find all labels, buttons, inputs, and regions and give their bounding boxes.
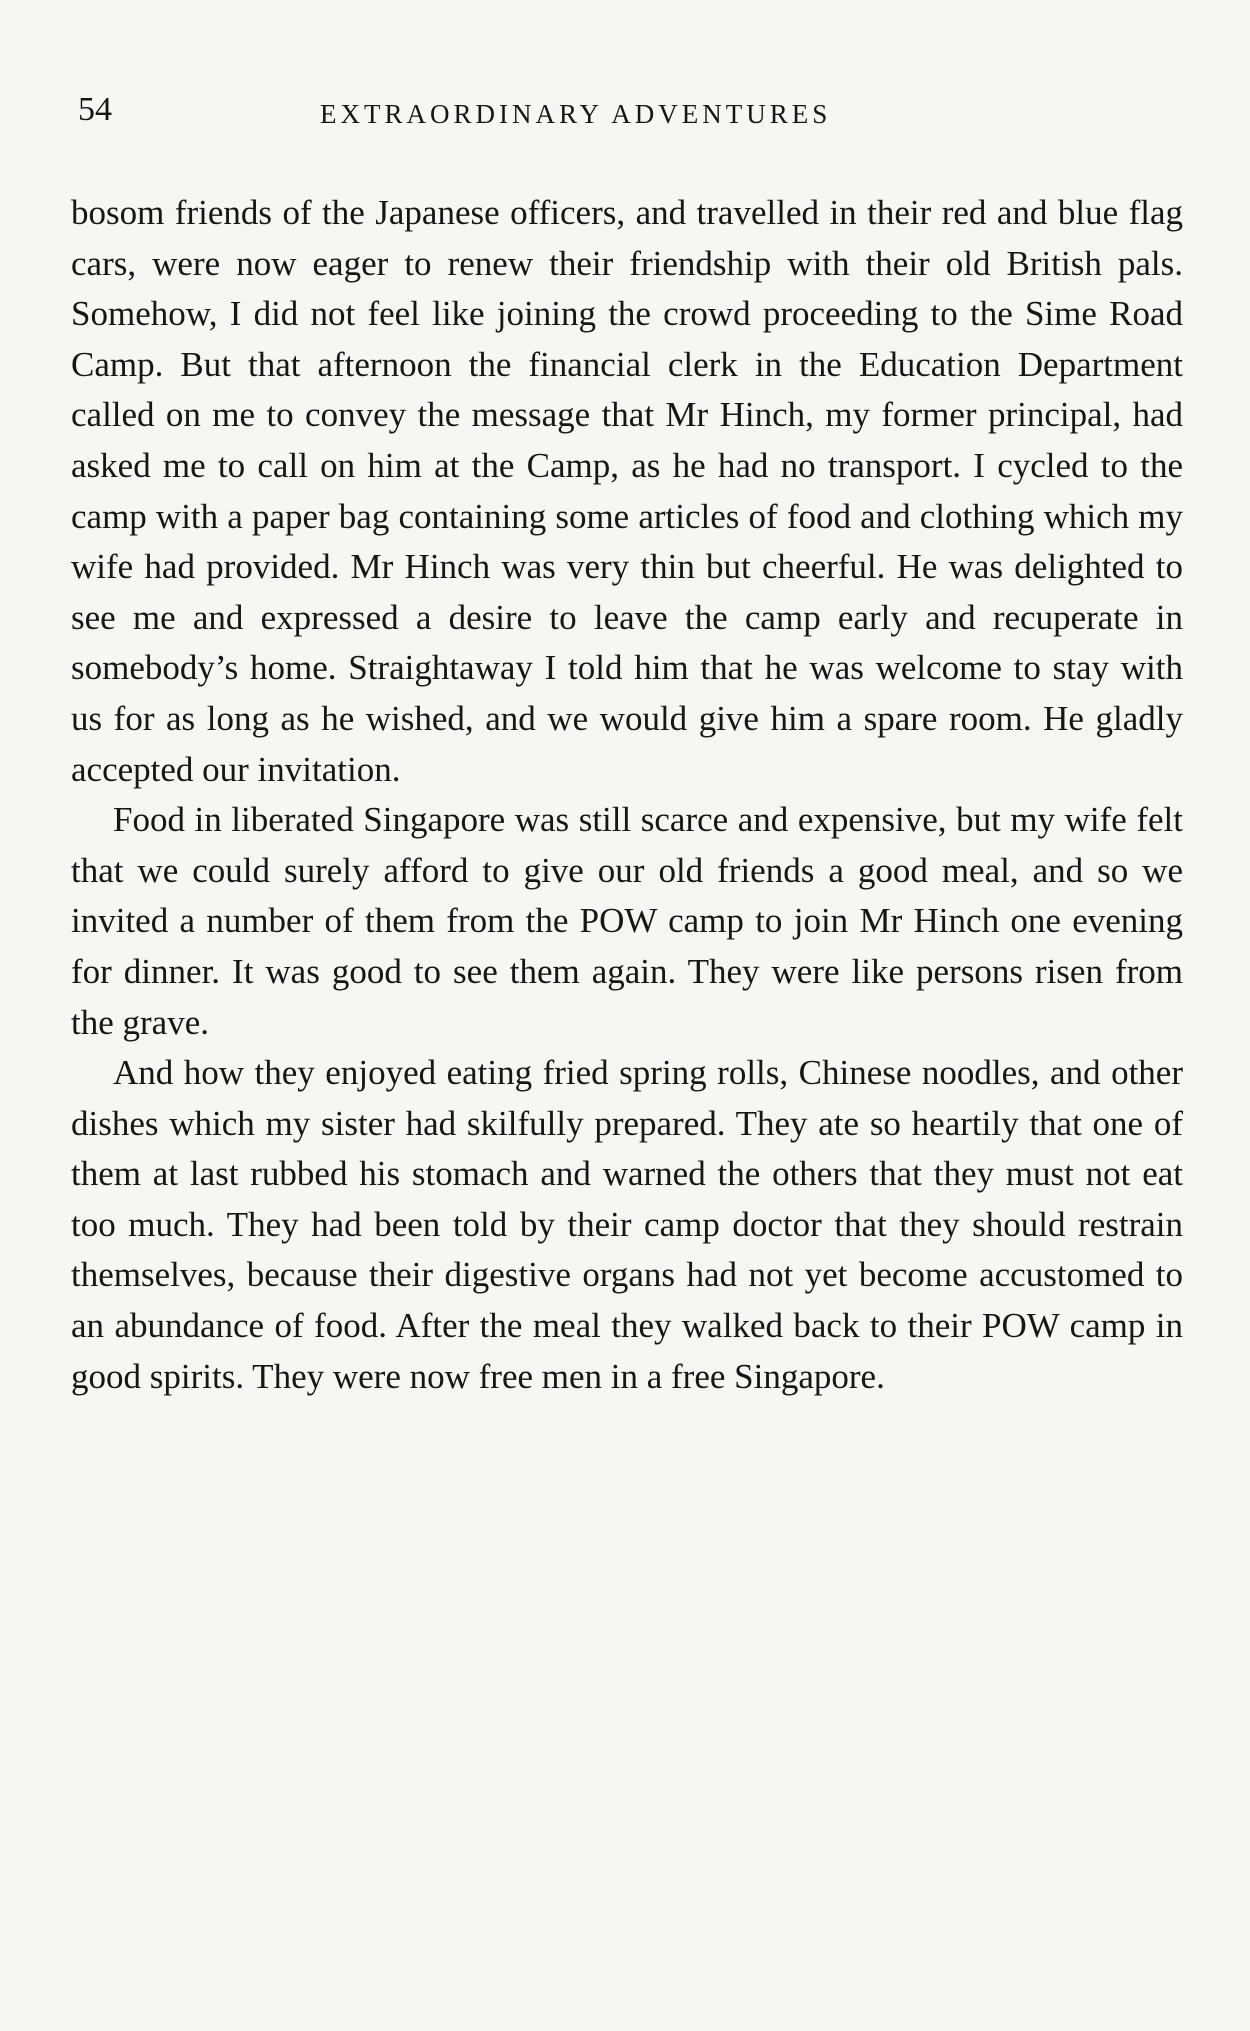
body-text (71, 188, 1183, 1402)
paragraph-1: bosom friends of the Japanese officers, and travelled in their red and blue flag cars, were now eager to renew their friendship with their old British pals. Somehow, I did not feel like joining the crowd proceeding to the Sime Road Camp. But that afternoon the financial clerk in the Education Department called on me to convey the message that Mr Hinch, my former principal, had asked me to call on him at the Camp, as he had no transport. I cycled to the camp with a paper bag containing some articles of food and clothing which my wife had provided. Mr Hinch was very thin but cheerful. He was delighted to see me and expressed a desire to leave the camp early and recuperate in somebody’s home. Straightaway I told him that he was welcome to stay with us for as long as he wished, and we would give him a spare room. He gladly accepted our invitation. (71, 193, 1183, 789)
running-head (74, 88, 1184, 138)
running-title: EXTRAORDINARY ADVENTURES (320, 99, 832, 129)
paragraph-3: And how they enjoyed eating fried spring rolls, Chinese noodles, and other dishes which my sister had skilfully prepared. They ate so heartily that one of them at last rubbed his stomach and warned the others that they must not eat too much. They had been told by their camp doctor that they should restrain themselves, because their digestive organs had not yet become accustomed to an abundance of food. After the meal they walked back to their POW camp in good spirits. They were now free men in a free Singapore. (71, 1053, 1183, 1396)
page-number: 54 (78, 91, 112, 128)
paragraph-2: Food in liberated Singapore was still scarce and expensive, but my wife felt that we could surely afford to give our old friends a good meal, and so we invited a number of them from the POW camp to join Mr Hinch one evening for dinner. It was good to see them again. They were like persons risen from the grave. (71, 800, 1183, 1042)
